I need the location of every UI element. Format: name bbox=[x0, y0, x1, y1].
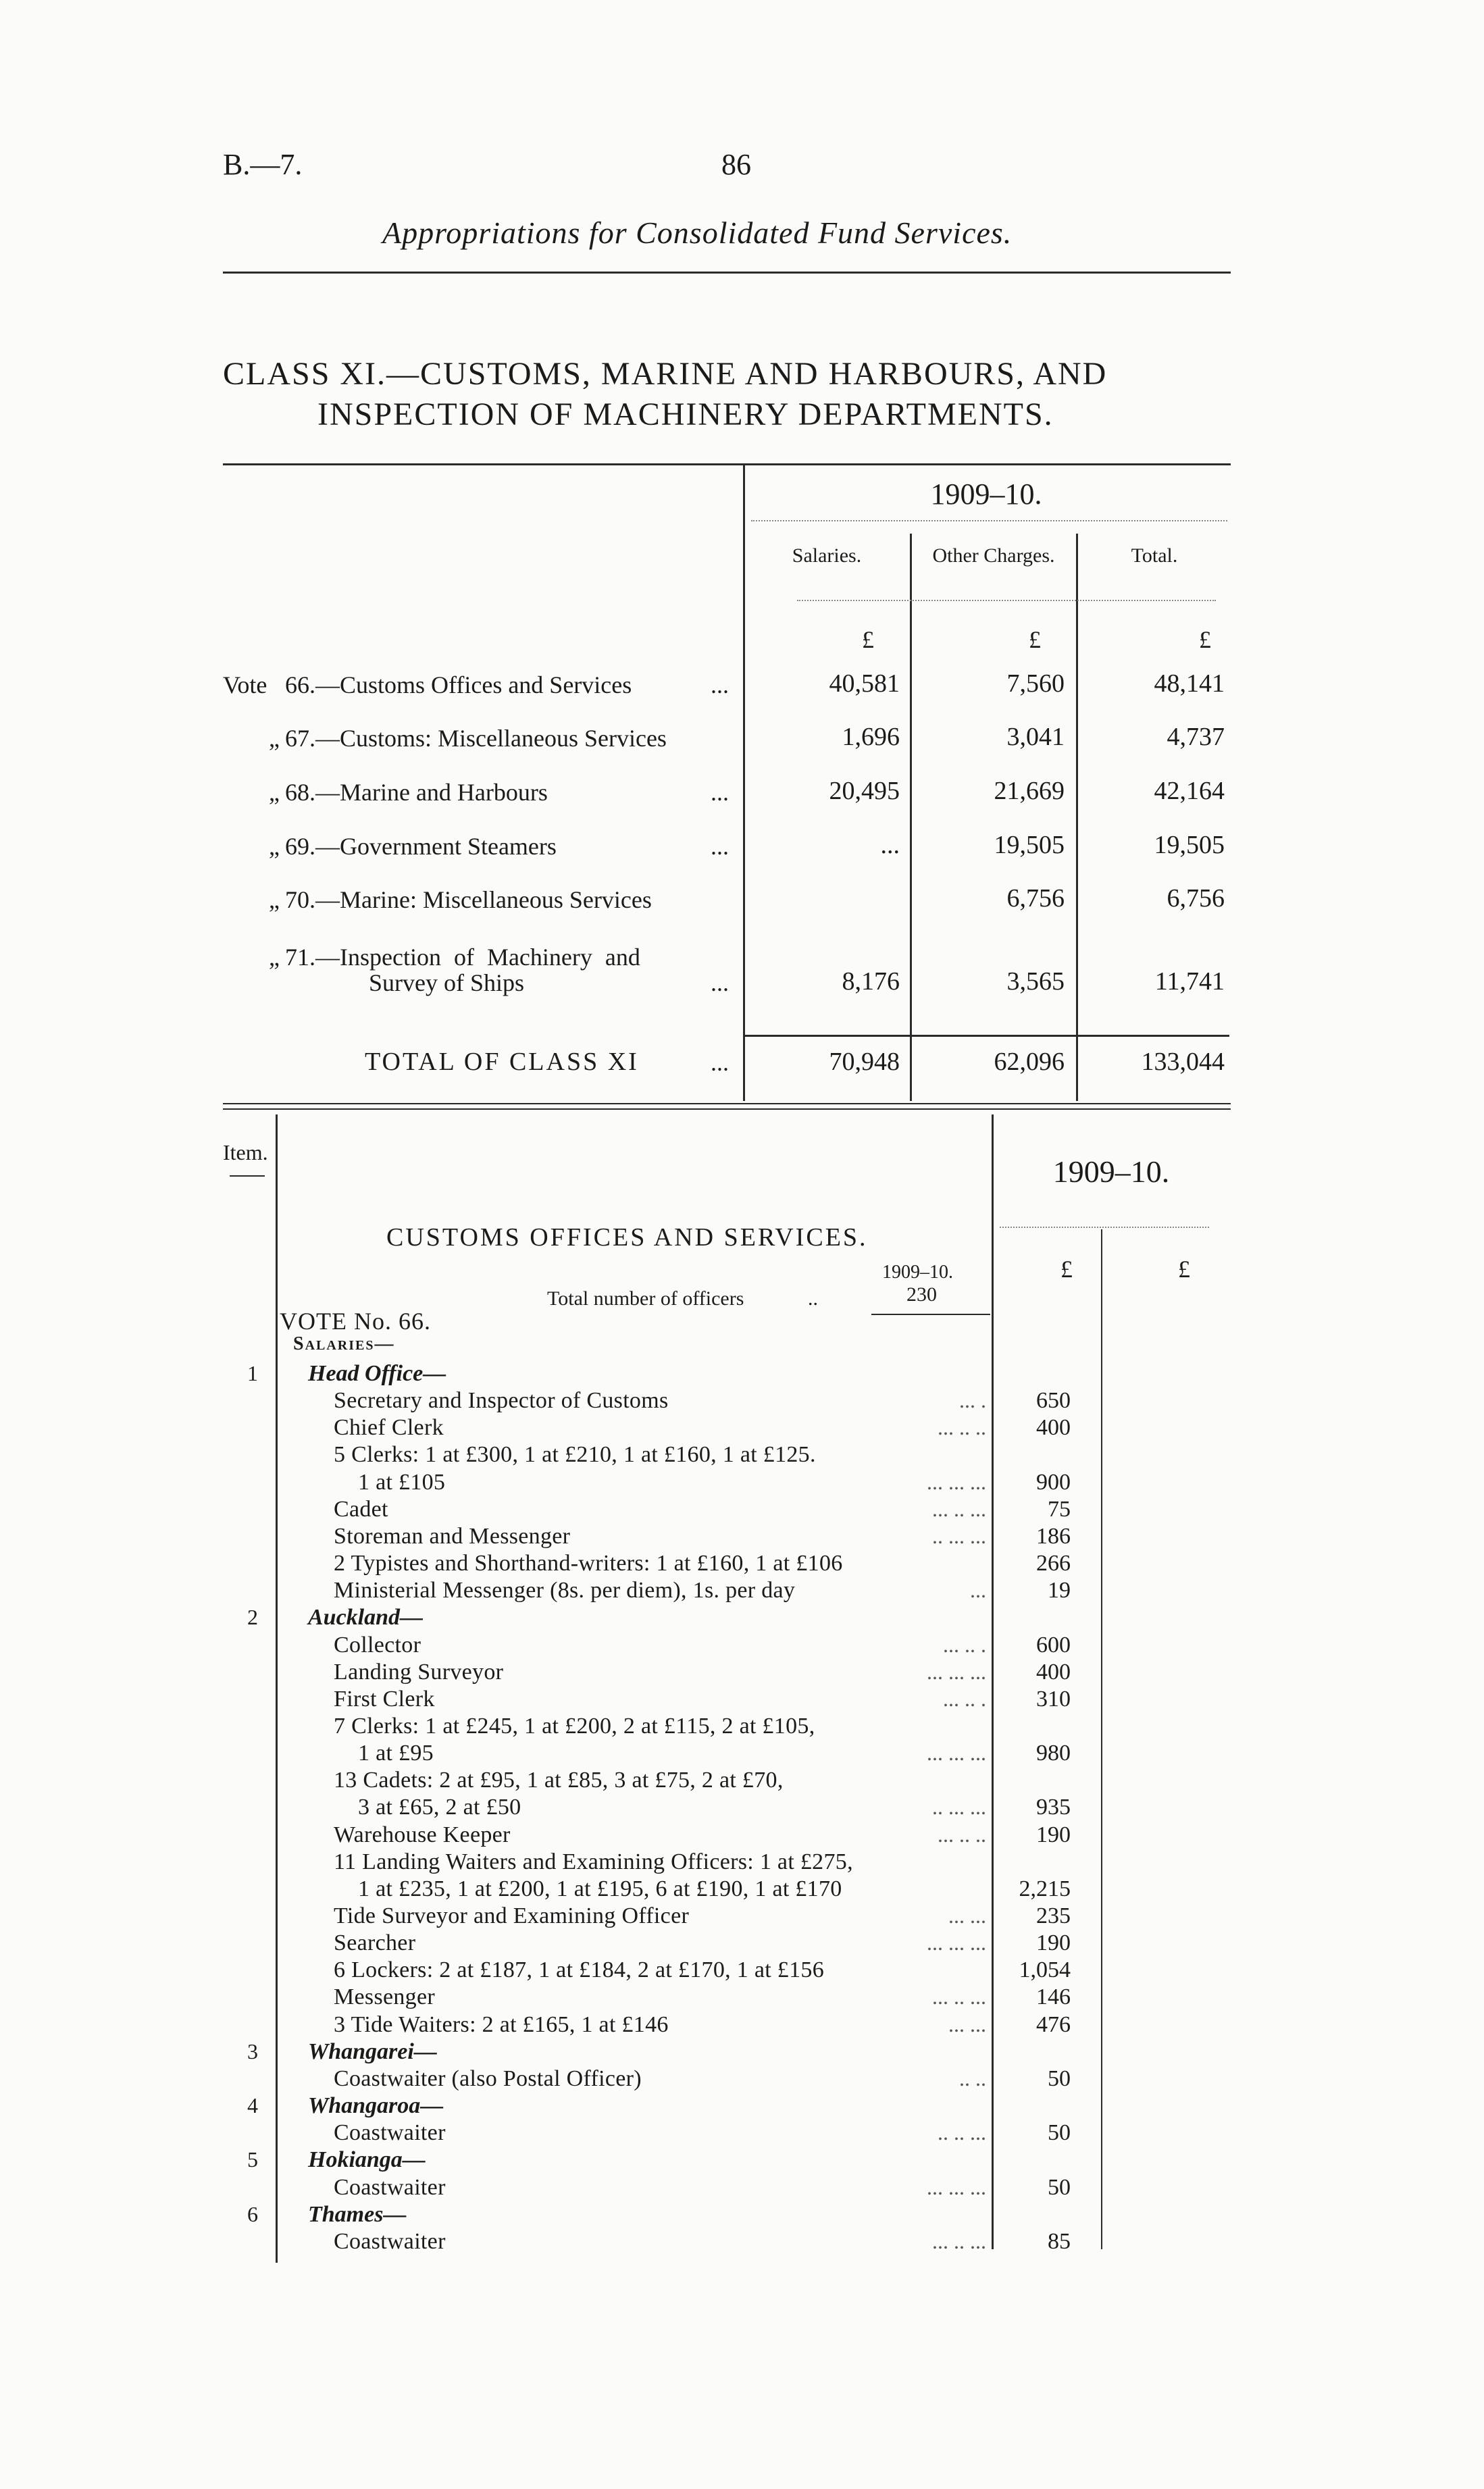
line-text: Collector bbox=[334, 1633, 421, 1658]
line-text: Storeman and Messenger bbox=[334, 1524, 571, 1549]
line-amount: 146 bbox=[1036, 1984, 1071, 2009]
line-leader: ... .. .. bbox=[938, 1415, 986, 1439]
detail-year-rule bbox=[1000, 1227, 1209, 1228]
line-amount: 266 bbox=[1036, 1551, 1071, 1576]
class-title-line-1: CLASS XI.—CUSTOMS, MARINE AND HARBOURS, AND bbox=[223, 356, 1108, 392]
location-heading: Head Office— bbox=[308, 1361, 446, 1386]
summary-row-other: 6,756 bbox=[1006, 884, 1065, 913]
summary-col-divider-1 bbox=[910, 534, 912, 1101]
line-amount: 75 bbox=[1048, 1497, 1071, 1522]
line-leader: .. .. ... bbox=[938, 2120, 986, 2145]
line-text: Coastwaiter bbox=[334, 2120, 446, 2145]
line-text: Coastwaiter bbox=[334, 2175, 446, 2200]
line-amount: 1,054 bbox=[1019, 1957, 1071, 1982]
line-text: 7 Clerks: 1 at £245, 1 at £200, 2 at £115, 2 at £105, bbox=[334, 1714, 815, 1739]
summary-total-salaries: 70,948 bbox=[829, 1048, 900, 1076]
line-leader: .. ... ... bbox=[932, 1795, 986, 1819]
line-leader: ... .. . bbox=[943, 1687, 986, 1711]
line-amount: 900 bbox=[1036, 1470, 1071, 1495]
summary-row-prefix: „ bbox=[269, 725, 280, 752]
line-leader: ... .. . bbox=[943, 1633, 986, 1657]
location-heading: Whangaroa— bbox=[308, 2093, 444, 2118]
line-leader: ... . bbox=[959, 1388, 986, 1412]
line-amount: 50 bbox=[1048, 2066, 1071, 2091]
detail-item-header-rule bbox=[230, 1175, 265, 1177]
line-text: 11 Landing Waiters and Examining Officers: 1 at £275, bbox=[334, 1849, 853, 1874]
detail-year: 1909–10. bbox=[1052, 1154, 1170, 1189]
detail-item-divider bbox=[276, 1114, 278, 2263]
location-heading: Hokianga— bbox=[308, 2147, 426, 2172]
page-number: 86 bbox=[721, 148, 751, 181]
line-amount: 400 bbox=[1036, 1415, 1071, 1440]
line-amount: 600 bbox=[1036, 1633, 1071, 1658]
summary-year: 1909–10. bbox=[930, 478, 1042, 511]
line-amount: 310 bbox=[1036, 1687, 1071, 1712]
summary-row-salaries: 1,696 bbox=[842, 723, 900, 751]
line-text: 3 Tide Waiters: 2 at £165, 1 at £146 bbox=[334, 2012, 669, 2037]
document-code: B.—7. bbox=[223, 148, 303, 181]
line-text: Searcher bbox=[334, 1930, 416, 1955]
summary-row-label: 68.—Marine and Harbours bbox=[285, 779, 548, 806]
line-leader: ... ... ... bbox=[927, 1741, 986, 1765]
summary-row-prefix: „ bbox=[269, 779, 280, 806]
summary-col-divider-2 bbox=[1076, 534, 1078, 1101]
summary-row-label: 67.—Customs: Miscellaneous Services bbox=[285, 725, 667, 752]
line-text: Landing Surveyor bbox=[334, 1660, 504, 1685]
line-amount: 50 bbox=[1048, 2175, 1071, 2200]
summary-bottom-rule bbox=[223, 1103, 1231, 1104]
summary-row-leader: ... bbox=[711, 671, 729, 698]
line-amount: 235 bbox=[1036, 1903, 1071, 1928]
line-leader: ... .. ... bbox=[932, 1984, 986, 2009]
line-leader: ... ... ... bbox=[927, 2175, 986, 2199]
summary-row-label-continued: Survey of Ships bbox=[369, 969, 525, 996]
summary-row-prefix: „ bbox=[269, 833, 280, 860]
officers-year: 1909–10. bbox=[882, 1262, 953, 1283]
location-heading: Auckland— bbox=[308, 1605, 424, 1630]
detail-subcol-divider bbox=[1101, 1229, 1102, 2249]
line-text: Coastwaiter (also Postal Officer) bbox=[334, 2066, 642, 2091]
summary-row-prefix: Vote bbox=[223, 671, 267, 698]
line-text: 2 Typistes and Shorthand-writers: 1 at £160, 1 at £106 bbox=[334, 1551, 843, 1576]
summary-row-label: 70.—Marine: Miscellaneous Services bbox=[285, 886, 652, 913]
summary-total-label: TOTAL OF CLASS XI bbox=[365, 1048, 639, 1076]
line-amount: 50 bbox=[1048, 2120, 1071, 2145]
summary-row-total: 4,737 bbox=[1167, 723, 1225, 751]
line-leader: ... ... ... bbox=[927, 1660, 986, 1684]
summary-row-other: 7,560 bbox=[1006, 669, 1065, 698]
summary-row-other: 19,505 bbox=[994, 831, 1065, 859]
summary-row-label: 66.—Customs Offices and Services bbox=[285, 671, 632, 698]
line-leader: ... bbox=[970, 1578, 986, 1602]
line-amount: 186 bbox=[1036, 1524, 1071, 1549]
summary-row-salaries: ... bbox=[880, 831, 900, 859]
summary-unit-other: £ bbox=[1029, 626, 1041, 653]
officers-leader: .. bbox=[808, 1287, 818, 1310]
line-text: 3 at £65, 2 at £50 bbox=[358, 1795, 521, 1820]
summary-row-total: 48,141 bbox=[1154, 669, 1225, 698]
line-amount: 980 bbox=[1036, 1741, 1071, 1766]
summary-unit-salaries: £ bbox=[862, 626, 874, 653]
summary-row-other: 21,669 bbox=[994, 777, 1065, 805]
line-leader: ... .. ... bbox=[932, 1497, 986, 1521]
officers-underline bbox=[871, 1314, 990, 1315]
detail-unit-1: £ bbox=[1060, 1256, 1073, 1283]
summary-top-rule bbox=[223, 463, 1231, 465]
summary-row-prefix: „ bbox=[269, 886, 280, 913]
summary-left-divider bbox=[743, 465, 745, 1101]
summary-row-label: 69.—Government Steamers bbox=[285, 833, 557, 860]
summary-col-salaries-header: Salaries. bbox=[792, 544, 862, 567]
line-leader: .. .. bbox=[959, 2066, 986, 2090]
line-leader: ... .. .. bbox=[938, 1822, 986, 1847]
summary-total-other: 62,096 bbox=[994, 1048, 1065, 1076]
item-number: 5 bbox=[247, 2147, 258, 2172]
summary-unit-total: £ bbox=[1199, 626, 1211, 653]
line-text: 1 at £235, 1 at £200, 1 at £195, 6 at £190, 1 at £170 bbox=[358, 1876, 842, 1901]
header-rule bbox=[223, 272, 1231, 274]
item-number: 3 bbox=[247, 2039, 258, 2063]
line-amount: 190 bbox=[1036, 1930, 1071, 1955]
line-text: Secretary and Inspector of Customs bbox=[334, 1388, 669, 1413]
detail-unit-2: £ bbox=[1178, 1256, 1190, 1283]
item-number: 6 bbox=[247, 2202, 258, 2226]
summary-row-prefix: „ bbox=[269, 944, 280, 971]
line-amount: 400 bbox=[1036, 1660, 1071, 1685]
summary-col-header-rule bbox=[797, 600, 1216, 601]
summary-col-other-header: Other Charges. bbox=[932, 544, 1055, 567]
summary-row-label: 71.—Inspection of Machinery and bbox=[285, 944, 640, 971]
line-text: 1 at £105 bbox=[358, 1470, 446, 1495]
line-leader: ... .. ... bbox=[932, 2229, 986, 2253]
line-text: Messenger bbox=[334, 1984, 435, 2009]
line-amount: 2,215 bbox=[1019, 1876, 1071, 1901]
line-text: 6 Lockers: 2 at £187, 1 at £184, 2 at £170, 1 at £156 bbox=[334, 1957, 824, 1982]
line-leader: ... ... ... bbox=[927, 1930, 986, 1955]
summary-row-other: 3,565 bbox=[1006, 967, 1065, 996]
item-number: 1 bbox=[247, 1361, 258, 1385]
location-heading: Whangarei— bbox=[308, 2039, 437, 2064]
line-amount: 476 bbox=[1036, 2012, 1071, 2037]
line-amount: 190 bbox=[1036, 1822, 1071, 1847]
line-amount: 935 bbox=[1036, 1795, 1071, 1820]
summary-total-rule bbox=[744, 1035, 1229, 1037]
detail-section-title: CUSTOMS OFFICES AND SERVICES. bbox=[386, 1223, 868, 1252]
line-text: Coastwaiter bbox=[334, 2229, 446, 2254]
line-text: 13 Cadets: 2 at £95, 1 at £85, 3 at £75, 2 at £70, bbox=[334, 1768, 784, 1793]
summary-row-leader: ... bbox=[711, 833, 729, 860]
line-text: 5 Clerks: 1 at £300, 1 at £210, 1 at £160, 1 at £125. bbox=[334, 1442, 816, 1467]
salaries-label: Salaries— bbox=[293, 1333, 395, 1354]
summary-row-other: 3,041 bbox=[1006, 723, 1065, 751]
vote-label: VOTE No. 66. bbox=[280, 1308, 431, 1335]
line-text: Ministerial Messenger (8s. per diem), 1s. per day bbox=[334, 1578, 796, 1603]
running-title: Appropriations for Consolidated Fund Services. bbox=[382, 215, 1013, 250]
location-heading: Thames— bbox=[308, 2202, 407, 2227]
line-text: Chief Clerk bbox=[334, 1415, 444, 1440]
line-amount: 85 bbox=[1048, 2229, 1071, 2254]
line-text: Cadet bbox=[334, 1497, 388, 1522]
line-leader: ... ... bbox=[948, 1903, 986, 1928]
line-text: Warehouse Keeper bbox=[334, 1822, 511, 1847]
line-amount: 650 bbox=[1036, 1388, 1071, 1413]
officers-label: Total number of officers bbox=[547, 1287, 744, 1310]
summary-total-leader: ... bbox=[711, 1049, 729, 1076]
officers-count: 230 bbox=[906, 1283, 937, 1306]
line-text: Tide Surveyor and Examining Officer bbox=[334, 1903, 690, 1928]
item-number: 4 bbox=[247, 2093, 258, 2118]
line-amount: 19 bbox=[1048, 1578, 1071, 1603]
summary-row-salaries: 8,176 bbox=[842, 967, 900, 996]
detail-item-header: Item. bbox=[223, 1140, 268, 1164]
class-title-line-2: INSPECTION OF MACHINERY DEPARTMENTS. bbox=[317, 396, 1054, 432]
line-leader: ... ... bbox=[948, 2012, 986, 2036]
summary-year-rule bbox=[751, 520, 1227, 521]
summary-row-salaries: 40,581 bbox=[829, 669, 900, 698]
summary-row-leader: ... bbox=[711, 969, 729, 996]
summary-row-total: 11,741 bbox=[1154, 967, 1225, 996]
summary-row-total: 6,756 bbox=[1167, 884, 1225, 913]
line-text: 1 at £95 bbox=[358, 1741, 434, 1766]
item-number: 2 bbox=[247, 1605, 258, 1629]
summary-row-leader: ... bbox=[711, 779, 729, 806]
summary-bottom-rule-2 bbox=[223, 1108, 1231, 1110]
summary-row-total: 19,505 bbox=[1154, 831, 1225, 859]
line-leader: .. ... ... bbox=[932, 1524, 986, 1548]
summary-row-total: 42,164 bbox=[1154, 777, 1225, 805]
line-leader: ... ... ... bbox=[927, 1470, 986, 1494]
line-text: First Clerk bbox=[334, 1687, 435, 1712]
summary-row-salaries: 20,495 bbox=[829, 777, 900, 805]
summary-col-total-header: Total. bbox=[1131, 544, 1178, 567]
summary-total-total: 133,044 bbox=[1141, 1048, 1225, 1076]
